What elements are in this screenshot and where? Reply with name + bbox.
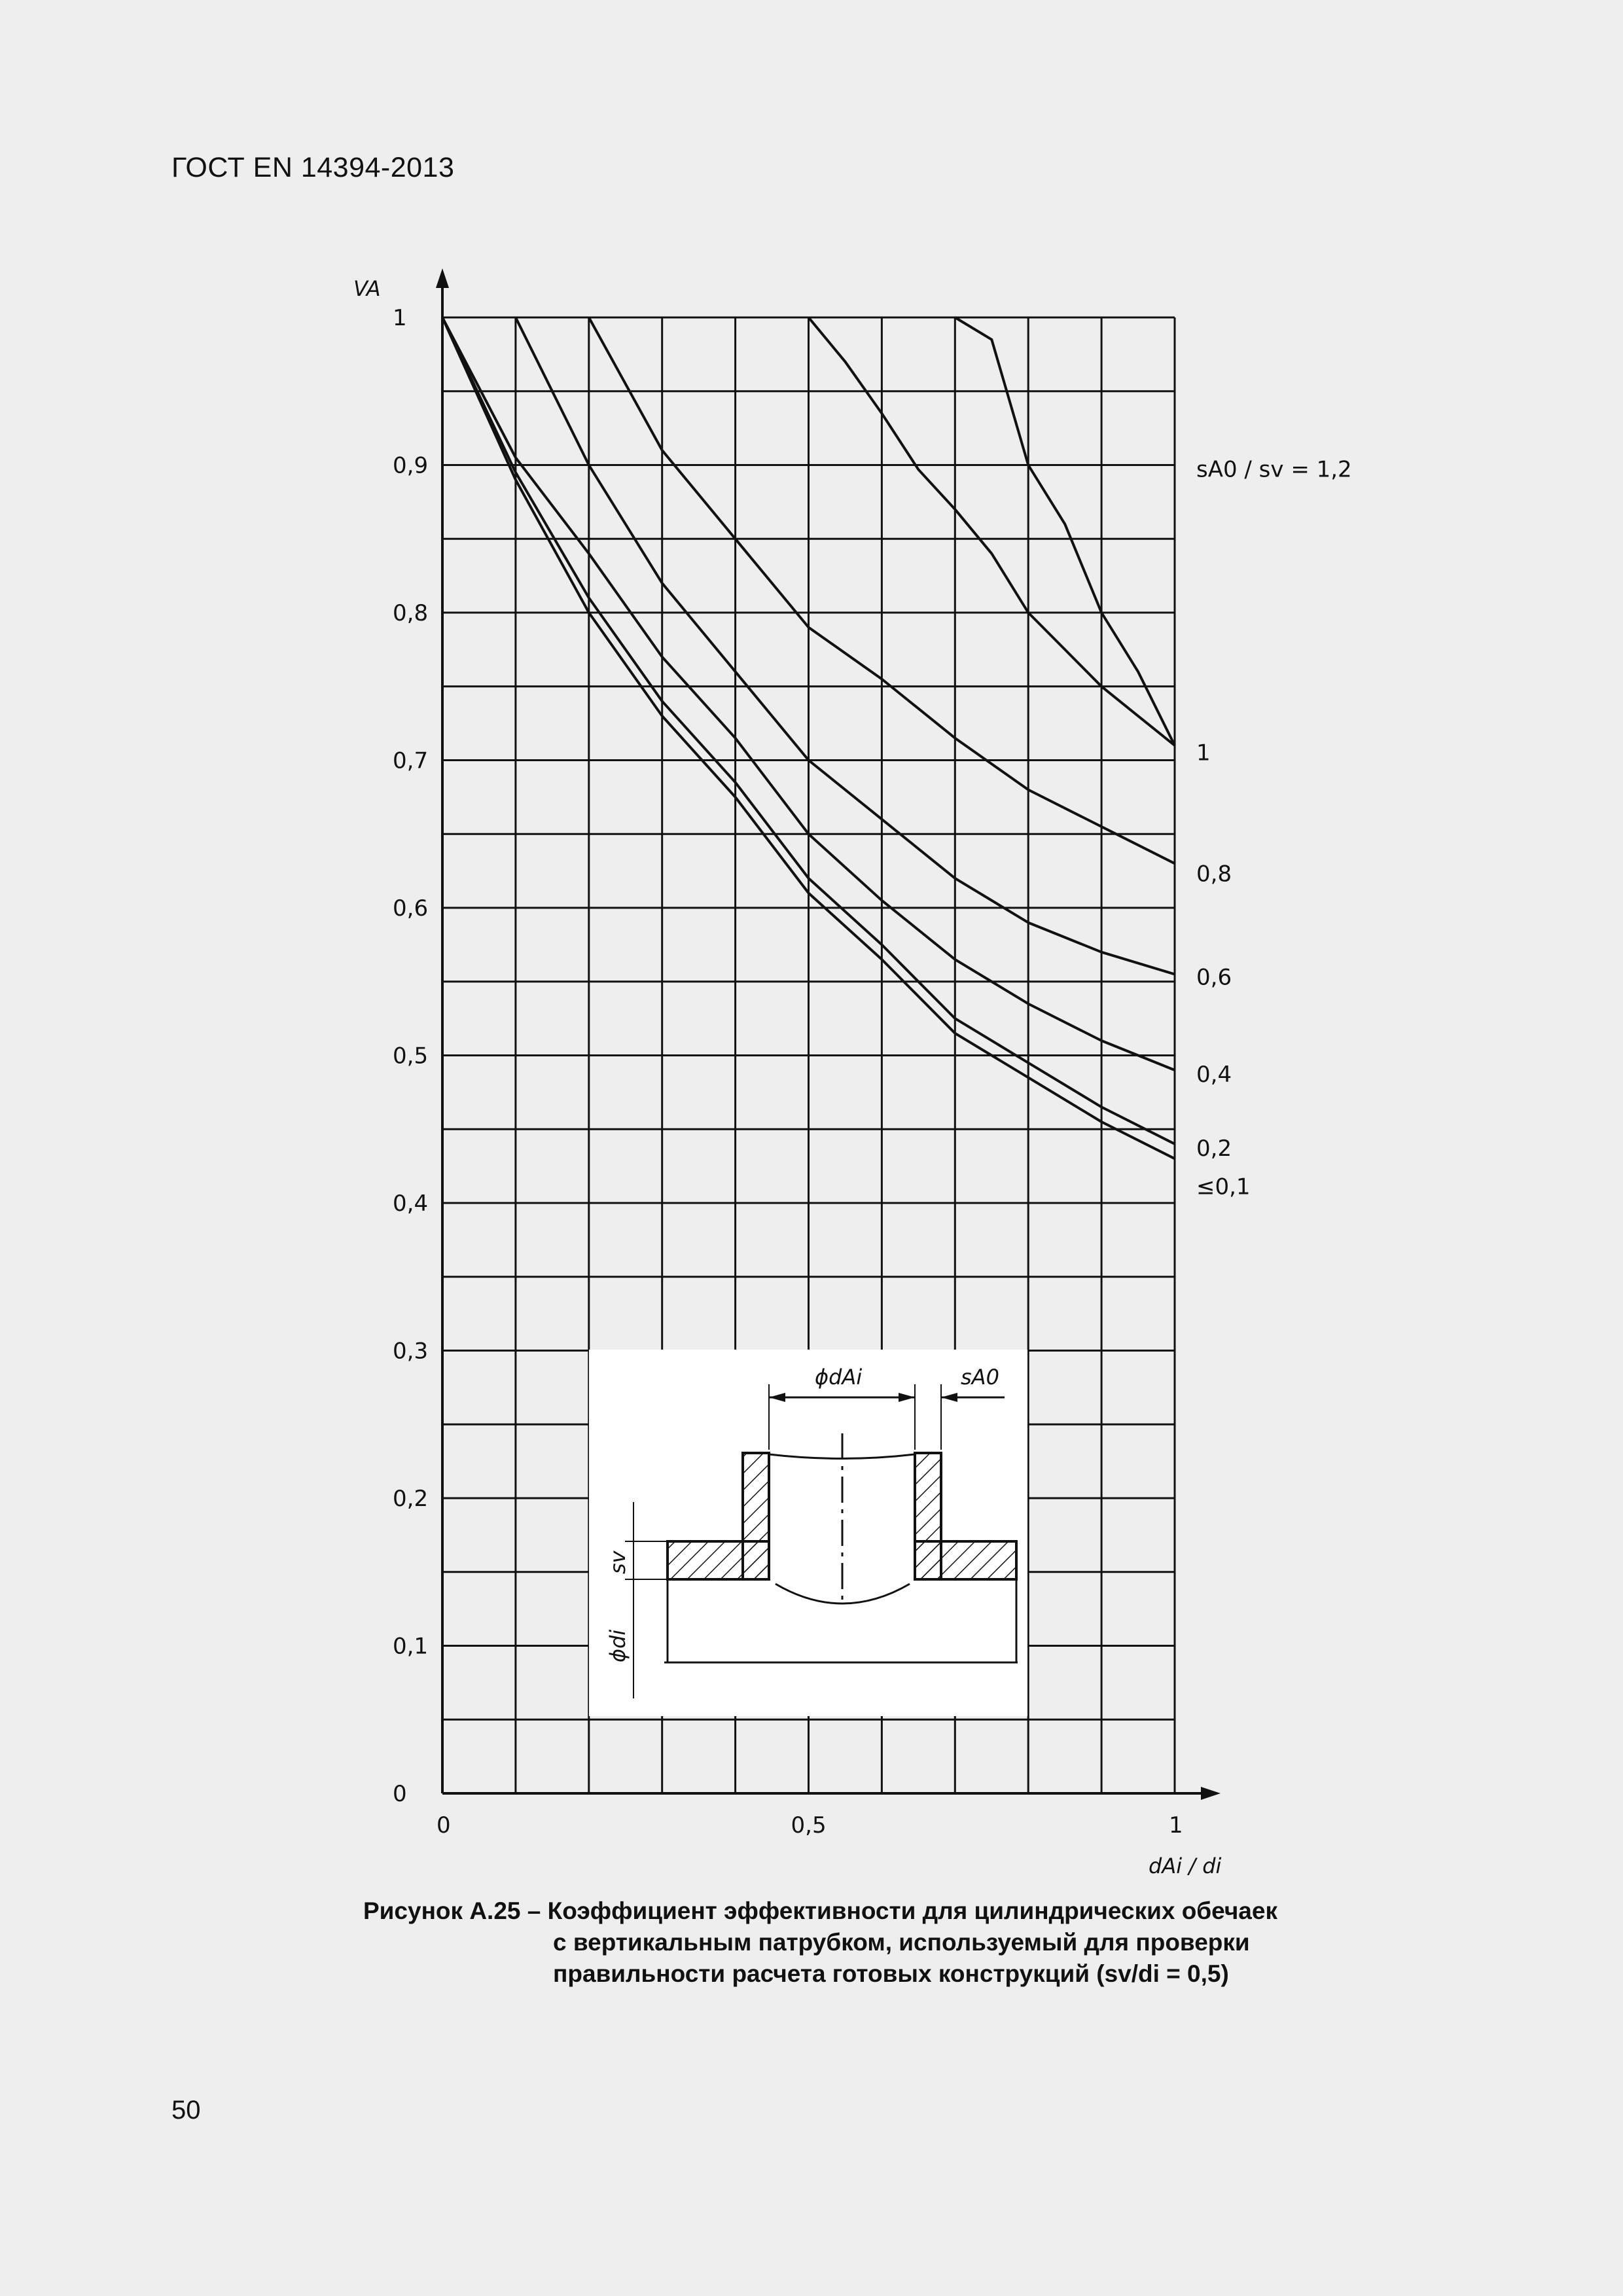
y-axis-arrow — [436, 268, 449, 288]
series-label: 0,2 — [1196, 1135, 1232, 1162]
x-axis-arrow — [1201, 1787, 1221, 1800]
wall-label: sA0 — [961, 1365, 999, 1390]
x-tick-label: 0 — [437, 1812, 451, 1839]
y-tick-label: 0,3 — [393, 1338, 429, 1365]
shell-label: sv — [605, 1551, 630, 1574]
series-curve — [955, 317, 1175, 745]
y-tick-label: 0,8 — [393, 600, 429, 626]
x-axis-label: dAi / di — [1149, 1854, 1222, 1878]
y-tick-label: 0,2 — [393, 1486, 429, 1512]
x-tick-label: 1 — [1169, 1812, 1183, 1839]
nozzle-wall-right — [915, 1453, 941, 1579]
y-tick-label: 0,9 — [393, 452, 429, 479]
y-tick-label: 0,7 — [393, 747, 429, 774]
y-tick-label: 0,5 — [393, 1043, 429, 1069]
page-number: 50 — [171, 2096, 201, 2125]
bore-label: ϕdAi — [815, 1365, 863, 1390]
figure-caption — [363, 1895, 1345, 1990]
y-tick-label: 0,6 — [393, 895, 429, 922]
series-curve — [809, 317, 1175, 745]
y-tick-label: 0 — [393, 1781, 407, 1807]
y-tick-label: 0,4 — [393, 1191, 429, 1217]
series-label: ≤0,1 — [1196, 1174, 1251, 1200]
nozzle-wall-left — [743, 1453, 769, 1579]
x-tick-label: 0,5 — [791, 1812, 827, 1839]
y-tick-label: 1 — [393, 305, 407, 331]
series-label: 1 — [1196, 740, 1211, 766]
caption-line-1: Рисунок А.25 – Коэффициент эффективности для цилиндрических обечаек — [363, 1897, 1277, 1924]
series-label: 0,8 — [1196, 861, 1232, 888]
caption-line-2: с вертикальным патрубком, используемый для проверки — [553, 1929, 1250, 1956]
inset-background — [589, 1350, 1027, 1716]
series-label: sA0 / sv = 1,2 — [1196, 456, 1352, 483]
diam-label: ϕdi — [605, 1629, 630, 1662]
series-label: 0,6 — [1196, 964, 1232, 991]
series-curve — [516, 317, 1175, 975]
y-axis-label: VA — [353, 276, 381, 301]
y-tick-label: 0,1 — [393, 1633, 429, 1660]
document-header: ГОСТ EN 14394-2013 — [171, 152, 455, 183]
chart-curve-labels — [1196, 457, 1352, 1200]
series-label: 0,4 — [1196, 1062, 1232, 1088]
caption-line-3: правильности расчета готовых конструкций (sv/di = 0,5) — [553, 1960, 1229, 1987]
nozzle-diagram — [589, 1350, 1027, 1716]
